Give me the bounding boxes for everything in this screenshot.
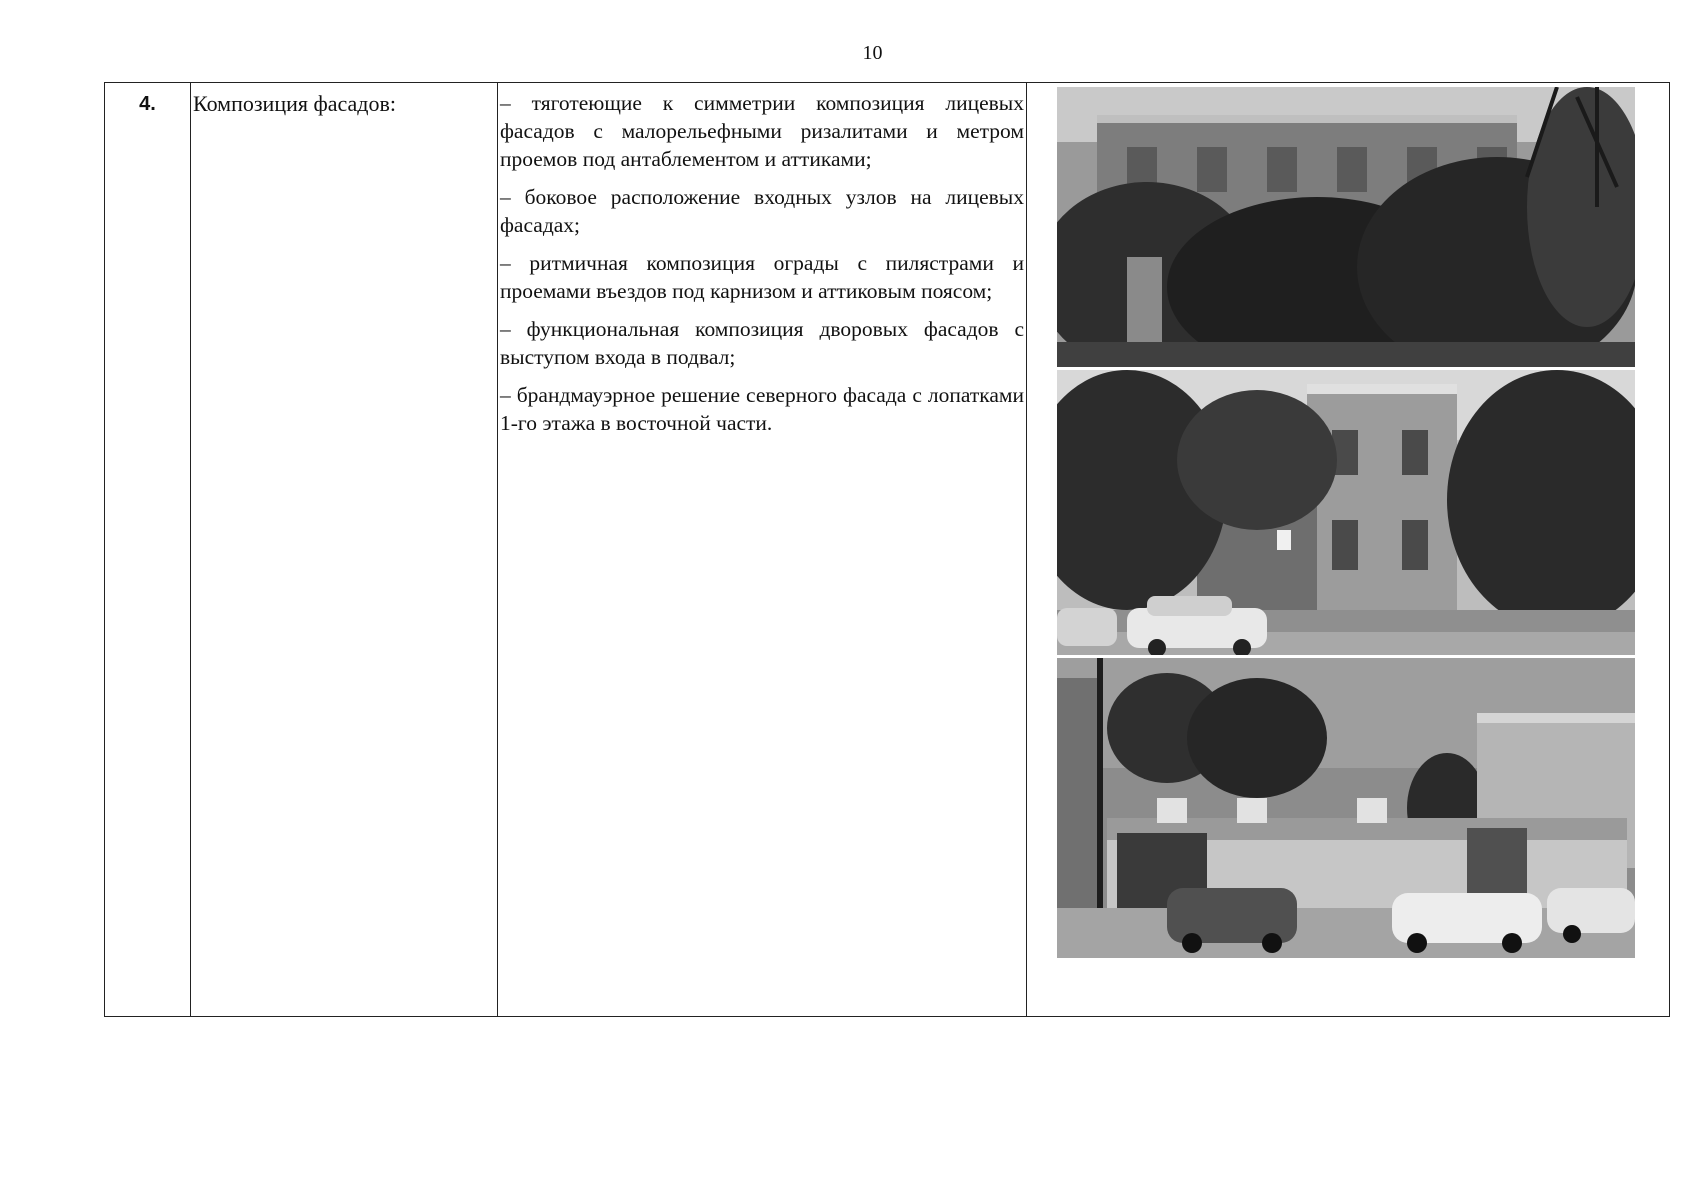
features-table — [104, 82, 1670, 1017]
photo-fence-gates — [1057, 658, 1635, 958]
table-row — [105, 83, 1670, 1017]
photo-corner-building — [1057, 370, 1635, 655]
row-description — [498, 83, 1027, 1017]
row-title: Композиция фасадов: — [191, 83, 498, 1017]
description-item: – ритмичная композиция ограды с пилястрами и проемами въездов под карнизом и аттиковым поясом; — [500, 251, 1024, 303]
photo-column — [1027, 83, 1670, 1017]
row-number: 4. — [105, 83, 191, 1017]
description-item: – функциональная композиция дворовых фасадов с выступом входа в подвал; — [500, 317, 1024, 369]
page-number: 10 — [862, 42, 883, 64]
description-item: – боковое расположение входных узлов на лицевых фасадах; — [500, 185, 1024, 237]
photo-facade-trees — [1057, 87, 1635, 367]
description-item: – тяготеющие к симметрии композиция лицевых фасадов с малорельефными ризалитами и метром проемов под антаблементом и аттиками; — [500, 91, 1024, 171]
description-item: – брандмауэрное решение северного фасада с лопатками 1-го этажа в восточной части. — [500, 383, 1024, 435]
